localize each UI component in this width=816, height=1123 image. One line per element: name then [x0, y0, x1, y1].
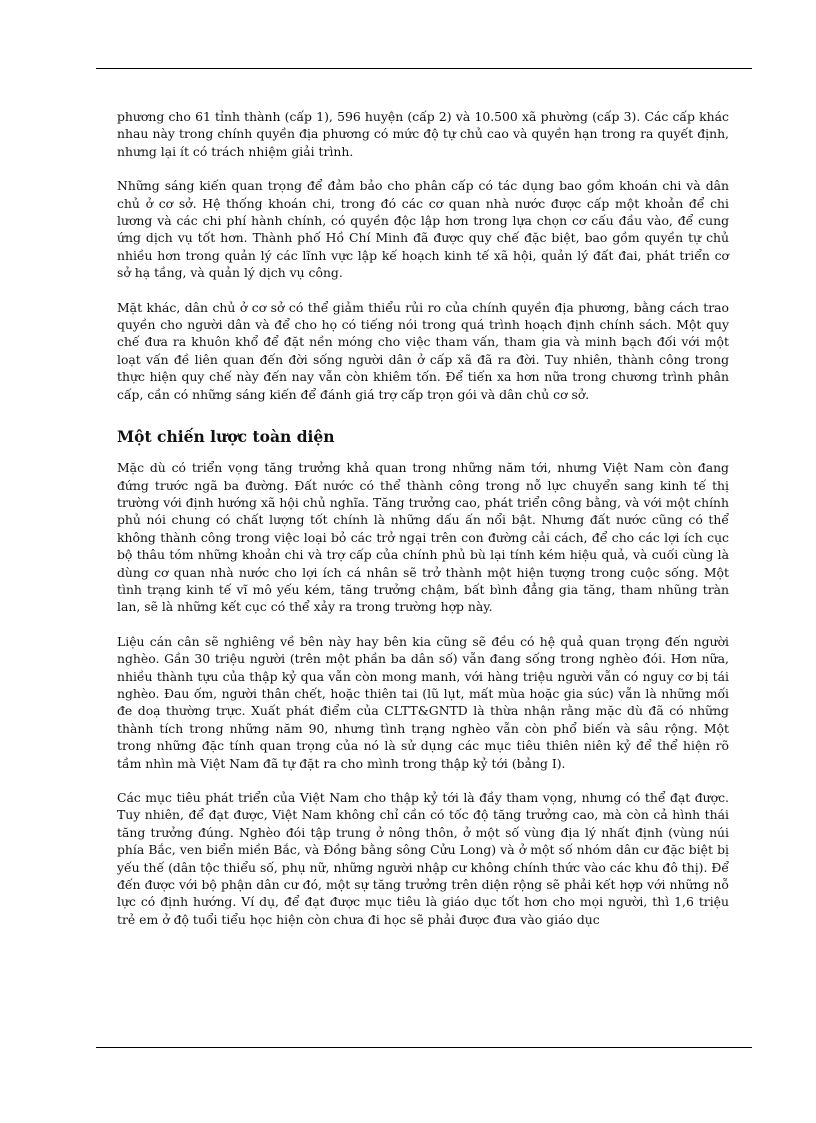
document-body — [117, 108, 729, 945]
paragraph: phương cho 61 tỉnh thành (cấp 1), 596 huyện (cấp 2) và 10.500 xã phường (cấp 3). Các cấp khác nhau này trong chính quyền địa phương có mức độ tự chủ cao và quyền hạn trong ra quyết định, nhưng lại ít có trách nhiệm giải trình. — [117, 109, 729, 159]
section-heading: Một chiến lược toàn diện — [117, 427, 335, 447]
paragraph: Những sáng kiến quan trọng để đảm bảo cho phân cấp có tác dụng bao gồm khoán chi và dân chủ ở cơ sở. Hệ thống khoán chi, trong đó các cơ quan nhà nước được cấp một khoản để chi lương và các chi phí hành chính, có quyền độc lập hơn trong lựa chọn cơ cấu đầu vào, để cung ứng dịch vụ tốt hơn. Thành phố Hồ Chí Minh đã được quy chế đặc biệt, bao gồm quyền tự chủ nhiều hơn trong quản lý các lĩnh vực lập kế hoạch kinh tế xã hội, quản lý đất đai, phát triển cơ sở hạ tầng, và quản lý dịch vụ công. — [117, 178, 729, 281]
paragraph: Liệu cán cân sẽ nghiêng về bên này hay bên kia cũng sẽ đều có hệ quả quan trọng đến người nghèo. Gần 30 triệu người (trên một phần ba dân số) vẫn đang sống trong nghèo đói. Hơn nữa, nhiều thành tựu của thập kỷ qua vẫn còn mong manh, với hàng triệu người vẫn có nguy cơ bị tái nghèo. Đau ốm, người thân chết, hoặc thiên tai (lũ lụt, mất mùa hoặc gia súc) vẫn là những mối đe doạ thường trực. Xuất phát điểm của CLTT&GNTD là thừa nhận rằng mặc dù đã có những thành tích trong những năm 90, nhưng tình trạng nghèo vẫn còn phổ biến và sâu rộng. Một trong những đặc tính quan trọng của nó là sử dụng các mục tiêu thiên niên kỷ để thể hiện rõ tầm nhìn mà Việt Nam đã tự đặt ra cho mình trong thập kỷ tới (bảng I). — [117, 633, 729, 771]
paragraph: Mặt khác, dân chủ ở cơ sở có thể giảm thiểu rủi ro của chính quyền địa phương, bằng cách trao quyền cho người dân và để cho họ có tiếng nói trong quá trình hoạch định chính sách. Một quy chế đưa ra khuôn khổ để đặt nền móng cho việc tham vấn, tham gia và minh bạch đối với một loạt vấn đề liên quan đến đời sống người dân ở cấp xã đã ra đời. Tuy nhiên, thành công trong thực hiện quy chế này đến nay vẫn còn khiêm tốn. Để tiến xa hơn nữa trong chương trình phân cấp, cần có những sáng kiến để đánh giá trợ cấp trọn gói và dân chủ cơ sở. — [117, 299, 729, 402]
footer-rule — [96, 1047, 752, 1048]
paragraph: Các mục tiêu phát triển của Việt Nam cho thập kỷ tới là đầy tham vọng, nhưng có thể đạt được. Tuy nhiên, để đạt được, Việt Nam không chỉ cần có tốc độ tăng trưởng cao, mà còn cả hình thái tăng trưởng đúng. Nghèo đói tập trung ở nông thôn, ở một số vùng địa lý nhất định (vùng núi phía Bắc, ven biển miền Bắc, và Đồng bằng sông Cửu Long) và ở một số nhóm dân cư đặc biệt bị yếu thế (dân tộc thiểu số, phụ nữ, những người nhập cư không chính thức vào các khu đô thị). Để đến được với bộ phận dân cư đó, một sự tăng trưởng trên diện rộng sẽ phải kết hợp với những nỗ lực có định hướng. Ví dụ, để đạt được mục tiêu là giáo dục tốt hơn cho mọi người, thì 1,6 triệu trẻ em ở độ tuổi tiểu học hiện còn chưa đi học sẽ phải được đưa vào giáo dục — [117, 790, 729, 927]
paragraph: Mặc dù có triển vọng tăng trưởng khả quan trong những năm tới, nhưng Việt Nam còn đang đứng trước ngã ba đường. Đất nước có thể thành công trong nỗ lực chuyển sang kinh tế thị trường với định hướng xã hội chủ nghĩa. Tăng trưởng cao, phát triển công bằng, và với một chính phủ nói chung có chất lượng tốt chính là những dấu ấn nổi bật. Nhưng đất nước cũng có thể không thành công trong việc loại bỏ các trở ngại trên con đường cải cách, để cho các lợi ích cục bộ thâu tóm những khoản chi và trợ cấp của chính phủ bù lại tính kém hiệu quả, và cuối cùng là dùng cơ quan nhà nước cho lợi ích cá nhân sẽ trở thành một hiện tượng trong cuộc sống. Một tình trạng kinh tế vĩ mô yếu kém, tăng trưởng chậm, bất bình đẳng gia tăng, tham nhũng tràn lan, sẽ là những kết cục có thể xảy ra trong trường hợp này. — [117, 460, 729, 615]
header-rule — [96, 68, 752, 69]
